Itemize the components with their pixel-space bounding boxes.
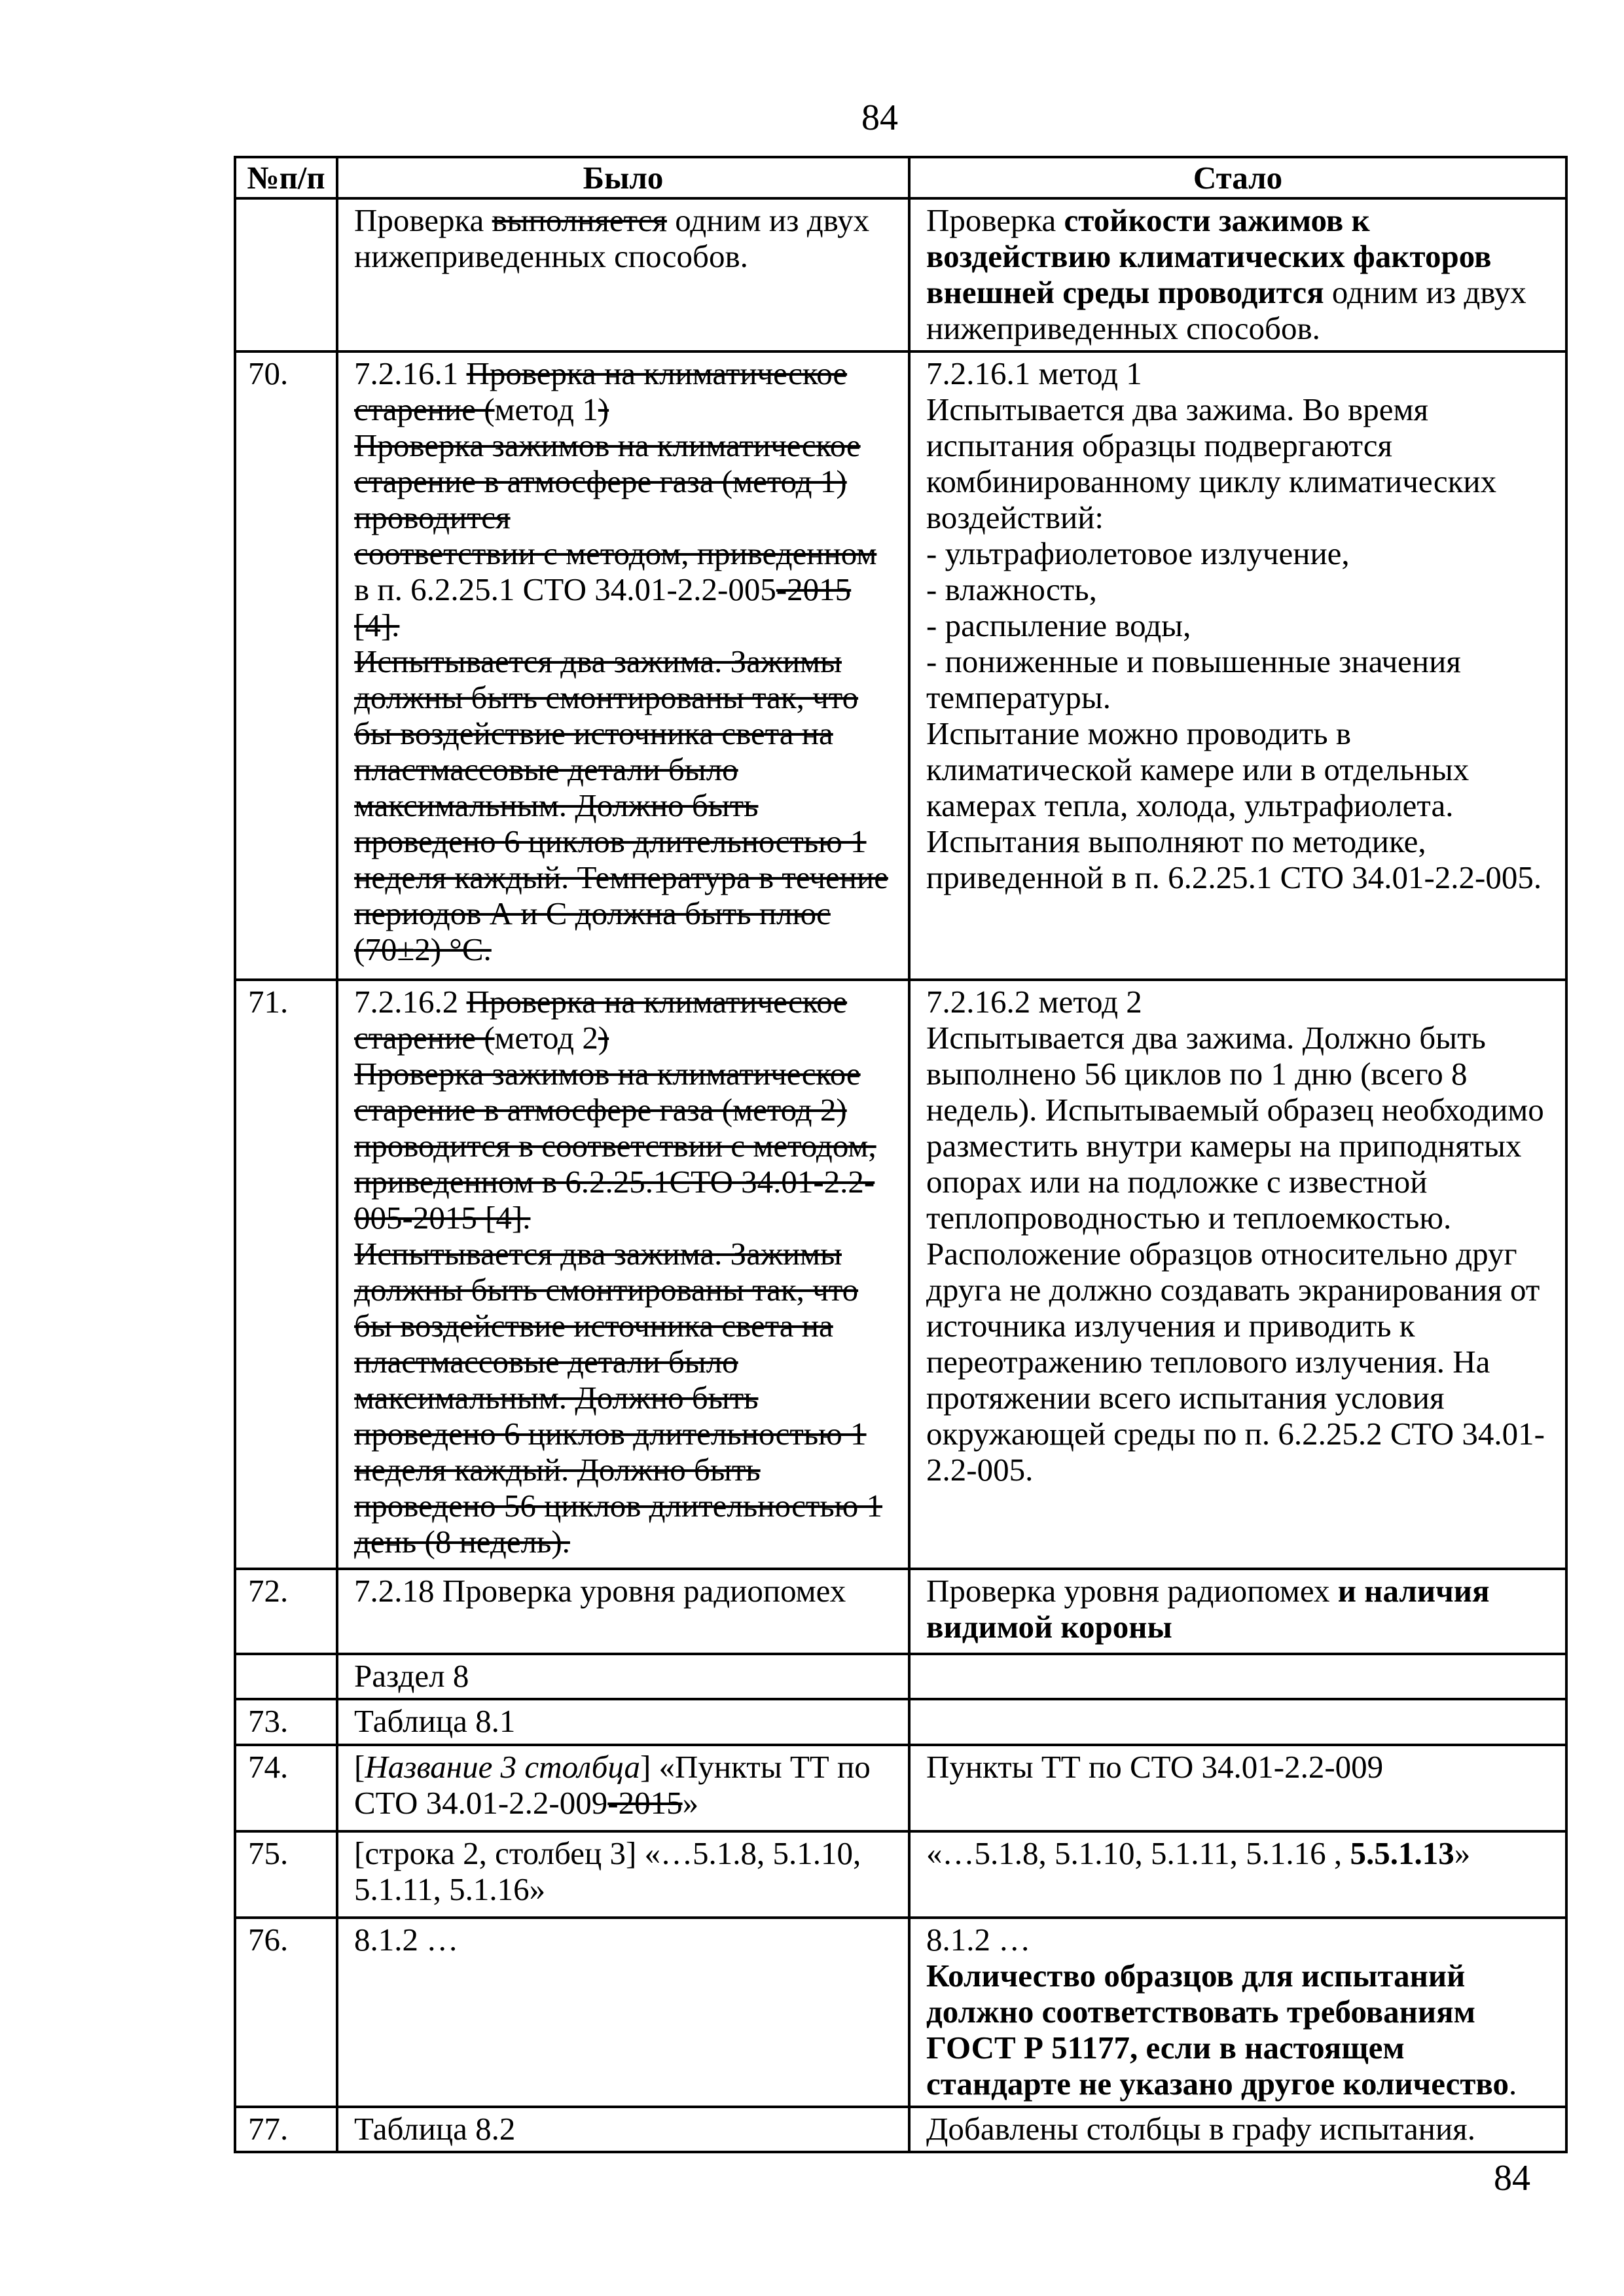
text-run: 7.2.16.2 метод 2 bbox=[926, 984, 1142, 1020]
paragraph bbox=[354, 1573, 893, 1609]
column-header-was: Было bbox=[337, 157, 909, 198]
text-run: в п. 6.2.25.1 СТО 34.01-2.2-005 bbox=[354, 571, 776, 607]
text-run: 7.2.16.1 bbox=[354, 355, 467, 391]
column-header-num: №п/п bbox=[235, 157, 337, 198]
column-header-became: Стало bbox=[909, 157, 1566, 198]
paragraph bbox=[354, 1056, 893, 1236]
paragraph bbox=[354, 1703, 893, 1739]
text-run: - распыление воды, bbox=[926, 607, 1191, 643]
paragraph bbox=[926, 1922, 1551, 1958]
text-run: [4]. bbox=[354, 607, 400, 643]
paragraph bbox=[354, 1658, 893, 1694]
text-run: метод 2 bbox=[494, 1020, 598, 1056]
text-run: Таблица 8.1 bbox=[354, 1703, 516, 1739]
paragraph bbox=[926, 391, 1551, 535]
table-row bbox=[235, 1918, 1566, 2107]
cell-became bbox=[909, 198, 1566, 351]
paragraph bbox=[926, 571, 1551, 607]
cell-was bbox=[337, 1569, 909, 1654]
text-run: . bbox=[1509, 2066, 1517, 2102]
text-run: и наличия видимой короны bbox=[926, 1573, 1490, 1645]
cell-was bbox=[337, 1654, 909, 1699]
paragraph bbox=[926, 607, 1551, 643]
cell-row-number: 71. bbox=[235, 980, 337, 1569]
text-run: Испытывается два зажима. Зажимы должны быть смонтированы так, что бы воздействие источника света на пластмассовые детали было максимальным. Должно быть проведено 6 циклов длительностью 1 неделя каждый. Температура в течение периодов А и С должна быть плюс (70±2) °С. bbox=[354, 643, 888, 967]
text-run: 7.2.16.2 bbox=[354, 984, 467, 1020]
paragraph bbox=[926, 202, 1551, 346]
text-run: - пониженные и повышенные значения температуры. bbox=[926, 643, 1461, 715]
paragraph bbox=[926, 1958, 1551, 2102]
text-run: -2015 bbox=[607, 1785, 683, 1821]
cell-was bbox=[337, 1918, 909, 2107]
cell-became bbox=[909, 2107, 1566, 2152]
text-run: Проверка зажимов на климатическое старение в атмосфере газа (метод 1) проводится bbox=[354, 427, 861, 535]
cell-was bbox=[337, 1745, 909, 1831]
paragraph bbox=[926, 2111, 1551, 2147]
text-run: » bbox=[1454, 1835, 1471, 1871]
table-row bbox=[235, 198, 1566, 351]
paragraph bbox=[926, 1749, 1551, 1785]
text-run: Испытывается два зажима. Зажимы должны быть смонтированы так, что бы воздействие источника света на пластмассовые детали было максимальным. Должно быть проведено 6 циклов длительностью 1 неделя каждый. Должно быть проведено 56 циклов длительностью 1 день (8 недель). bbox=[354, 1236, 883, 1560]
paragraph bbox=[354, 1922, 893, 1958]
paragraph bbox=[354, 984, 893, 1056]
paragraph bbox=[926, 823, 1551, 895]
text-run: Проверка уровня радиопомех bbox=[926, 1573, 1338, 1609]
text-run: 8.1.2 … bbox=[354, 1922, 459, 1958]
text-run: Количество образцов для испытаний должно соответствовать требованиям ГОСТ Р 51177, если в настоящем стандарте не указано другое количество bbox=[926, 1958, 1509, 2102]
text-run: Испытывается два зажима. Должно быть выполнено 56 циклов по 1 дню (всего 8 недель). Испытываемый образец необходимо разместить внутри камеры на приподнятых опорах или на подложке с известной теплопроводностью и теплоемкостью. Расположение образцов относительно друг друга не должно создавать экранирования от источника излучения и приводить к переотражению теплового излучения. На протяжении всего испытания условия окружающей среды по п. 6.2.25.2 СТО 34.01-2.2-005. bbox=[926, 1020, 1545, 1488]
table-row bbox=[235, 1654, 1566, 1699]
text-run: «…5.1.8, 5.1.10, 5.1.11, 5.1.16 , bbox=[926, 1835, 1350, 1871]
text-run: Испытание можно проводить в климатической камере или в отдельных камерах тепла, холода, ультрафиолета. bbox=[926, 715, 1470, 823]
table-row bbox=[235, 1569, 1566, 1654]
cell-was bbox=[337, 198, 909, 351]
paragraph bbox=[926, 643, 1551, 715]
text-run: Таблица 8.2 bbox=[354, 2111, 516, 2147]
page-number-bottom: 84 bbox=[1494, 2158, 1530, 2198]
table-row bbox=[235, 980, 1566, 1569]
table-row bbox=[235, 1831, 1566, 1918]
cell-row-number: 75. bbox=[235, 1831, 337, 1918]
text-run: » bbox=[682, 1785, 699, 1821]
cell-row-number bbox=[235, 1654, 337, 1699]
text-run: одним из двух нижеприведенных способов. bbox=[926, 274, 1526, 346]
paragraph bbox=[926, 715, 1551, 823]
paragraph bbox=[926, 535, 1551, 571]
text-run: Испытания выполняют по методике, приведенной в п. 6.2.25.1 СТО 34.01-2.2-005. bbox=[926, 823, 1542, 895]
cell-row-number bbox=[235, 198, 337, 351]
text-run: одним из двух нижеприведенных способов. bbox=[354, 202, 870, 274]
text-run: Название 3 столбца bbox=[365, 1749, 640, 1785]
cell-row-number: 72. bbox=[235, 1569, 337, 1654]
text-run: -2015 bbox=[776, 571, 852, 607]
table-row bbox=[235, 2107, 1566, 2152]
text-run: Раздел 8 bbox=[354, 1658, 469, 1694]
text-run: Проверка зажимов на климатическое старение в атмосфере газа (метод 2) проводится в соответствии с методом, приведенном в 6.2.25.1СТО 34.01-2.2-005-2015 [4]. bbox=[354, 1056, 876, 1236]
text-run: [строка 2, столбец 3] «…5.1.8, 5.1.10, 5.1.11, 5.1.16» bbox=[354, 1835, 861, 1907]
text-run: ) bbox=[598, 1020, 609, 1056]
text-run: Проверка на климатическое старение ( bbox=[354, 355, 848, 427]
text-run: Добавлены столбцы в графу испытания. bbox=[926, 2111, 1475, 2147]
table-header-row bbox=[235, 157, 1566, 198]
cell-was bbox=[337, 2107, 909, 2152]
paragraph bbox=[354, 535, 893, 643]
cell-was bbox=[337, 1699, 909, 1745]
table-row bbox=[235, 1699, 1566, 1745]
text-run: [ bbox=[354, 1749, 365, 1785]
text-run: Испытывается два зажима. Во время испытания образцы подвергаются комбинированному циклу климатических воздействий: bbox=[926, 391, 1497, 535]
text-run: 5.5.1.13 bbox=[1350, 1835, 1454, 1871]
text-run: 8.1.2 … bbox=[926, 1922, 1031, 1958]
paragraph bbox=[354, 643, 893, 967]
cell-was bbox=[337, 1831, 909, 1918]
paragraph bbox=[354, 202, 893, 274]
text-run: ) bbox=[598, 391, 609, 427]
paragraph bbox=[354, 1749, 893, 1821]
paragraph bbox=[926, 1835, 1551, 1871]
text-run: - влажность, bbox=[926, 571, 1097, 607]
paragraph bbox=[926, 1573, 1551, 1645]
cell-became bbox=[909, 1745, 1566, 1831]
cell-became bbox=[909, 1654, 1566, 1699]
page-number-top: 84 bbox=[861, 98, 898, 138]
text-run: Проверка на климатическое старение ( bbox=[354, 984, 848, 1056]
paragraph bbox=[354, 1835, 893, 1907]
text-run: соответствии с методом, приведенном bbox=[354, 535, 877, 571]
cell-became bbox=[909, 1831, 1566, 1918]
paragraph bbox=[354, 2111, 893, 2147]
paragraph bbox=[354, 355, 893, 427]
paragraph bbox=[354, 1236, 893, 1560]
cell-was bbox=[337, 980, 909, 1569]
paragraph bbox=[926, 355, 1551, 391]
cell-row-number: 73. bbox=[235, 1699, 337, 1745]
table-row bbox=[235, 351, 1566, 980]
revision-comparison-table bbox=[234, 156, 1568, 2153]
cell-row-number: 74. bbox=[235, 1745, 337, 1831]
text-run: стойкости зажимов к воздействию климатических факторов внешней среды проводится bbox=[926, 202, 1492, 310]
text-run: метод 1 bbox=[494, 391, 598, 427]
cell-row-number: 76. bbox=[235, 1918, 337, 2107]
cell-became bbox=[909, 1918, 1566, 2107]
cell-became bbox=[909, 351, 1566, 980]
text-run: выполняется bbox=[492, 202, 667, 238]
text-run: 7.2.16.1 метод 1 bbox=[926, 355, 1142, 391]
table-row bbox=[235, 1745, 1566, 1831]
text-run: 7.2.18 Проверка уровня радиопомех bbox=[354, 1573, 846, 1609]
text-run: Проверка bbox=[926, 202, 1064, 238]
text-run: Пункты ТТ по СТО 34.01-2.2-009 bbox=[926, 1749, 1384, 1785]
paragraph bbox=[926, 984, 1551, 1020]
cell-row-number: 70. bbox=[235, 351, 337, 980]
cell-was bbox=[337, 351, 909, 980]
cell-became bbox=[909, 980, 1566, 1569]
paragraph bbox=[926, 1020, 1551, 1488]
text-run: ] «Пункты ТТ по СТО 34.01-2.2-009 bbox=[354, 1749, 871, 1821]
cell-became bbox=[909, 1699, 1566, 1745]
paragraph bbox=[354, 427, 893, 535]
cell-became bbox=[909, 1569, 1566, 1654]
cell-row-number: 77. bbox=[235, 2107, 337, 2152]
text-run: - ультрафиолетовое излучение, bbox=[926, 535, 1350, 571]
text-run: Проверка bbox=[354, 202, 492, 238]
